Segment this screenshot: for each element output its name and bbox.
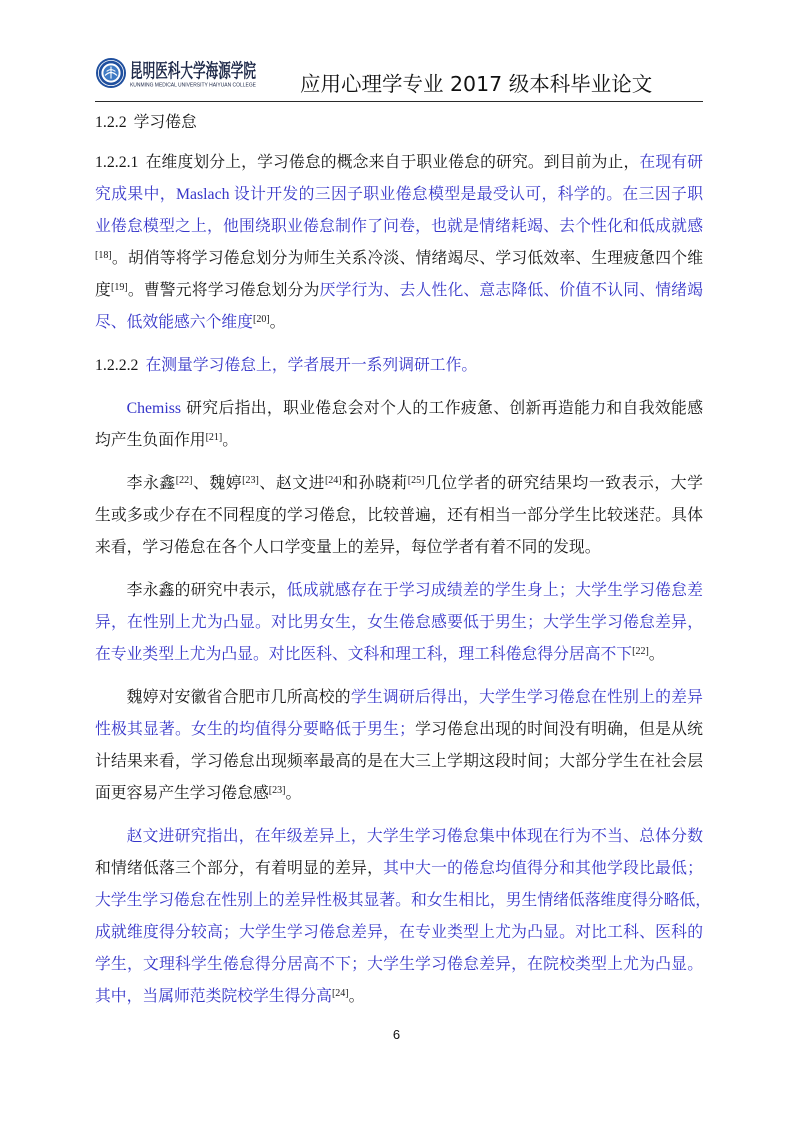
text-line <box>95 981 703 1013</box>
text-line <box>95 500 703 532</box>
text-line <box>95 575 703 607</box>
highlighted-text: 成就维度得分较高；大学生学习倦怠差异，在专业类型上尤为凸显。对比工科、医科的 <box>95 924 703 941</box>
body-text: 几位学者的研究结果均一致表示，大学 <box>424 475 703 492</box>
document-body <box>95 107 712 1013</box>
text-line <box>95 778 703 810</box>
highlighted-text: 低成就感存在于学习成绩差的学生身上；大学生学习倦怠差 <box>286 582 703 599</box>
text-line <box>95 468 703 500</box>
paragraph-wei-ting <box>95 682 703 810</box>
subsection-number: 1.2.2.1 <box>95 154 139 171</box>
text-line <box>95 714 703 746</box>
text-line <box>95 607 703 639</box>
citation-ref: [23] <box>268 785 286 796</box>
citation-ref: [24] <box>331 988 349 999</box>
college-logo <box>93 54 321 90</box>
citation-ref: [18] <box>95 250 112 261</box>
text-line <box>95 853 703 885</box>
section-title: 学习倦怠 <box>133 114 197 131</box>
body-text: 。 <box>348 988 365 1005</box>
citation-ref: [24] <box>324 475 342 486</box>
text-line <box>95 147 703 179</box>
paragraph-zhao-wenjin <box>95 821 712 1013</box>
highlighted-text: 学生调研后得出，大学生学习倦怠在性别上的差异 <box>350 689 703 706</box>
text-line <box>95 275 703 307</box>
body-text: 在维度划分上，学习倦怠的概念来自于职业倦怠的研究。到目前为止， <box>145 154 640 171</box>
text-line <box>95 350 703 382</box>
highlighted-text: 在专业类型上尤为凸显。对比医科、文科和理工科，理工科倦怠得分居高不下 <box>95 646 633 663</box>
header-rule <box>95 101 703 102</box>
paragraph-li-yongxin <box>95 575 703 671</box>
body-text: 研究后指出，职业倦怠会对个人的工作疲惫、创新再造能力和自我效能感 <box>185 400 703 417</box>
highlighted-text: 在现有研 <box>639 154 703 171</box>
citation-ref: [20] <box>252 314 270 325</box>
body-text: 。胡俏等将学习倦怠划分为师生关系冷淡、情绪竭尽、学习低效率、生理疲惫四个维 <box>111 250 703 267</box>
highlighted-text: 究成果中，Maslach 设计开发的三因子职业倦怠模型是最受认可，科学的。在三因子职 <box>95 186 703 203</box>
highlighted-text: 赵文进研究指出，在年级差异上，大学生学习倦怠集中体现在行为不当、总体分数 <box>126 828 703 845</box>
paragraph-1-2-2-1 <box>95 147 703 339</box>
body-text: 李永鑫 <box>126 475 176 492</box>
text-line <box>95 425 703 457</box>
highlighted-text: 其中，当属师范类院校学生得分高 <box>95 988 332 1005</box>
highlighted-text: 尽、低效能感六个维度 <box>95 314 253 331</box>
body-text: 。曹警元将学习倦怠划分为 <box>127 282 320 299</box>
paragraph-1-2-2-2 <box>95 350 703 382</box>
thesis-header-title: 应用心理学专业 2017 级本科毕业论文 <box>300 72 653 96</box>
citation-ref: [19] <box>110 282 128 293</box>
body-text: 、赵文进 <box>258 475 325 492</box>
body-text: 和情绪低落三个部分，有着明显的差异， <box>95 860 384 877</box>
logo-name-en: KUNMING MEDICAL UNIVERSITY HAIYUAN COLLEGE <box>130 82 257 89</box>
highlighted-text: 异，在性别上尤为凸显。对比男女生，女生倦怠感要低于男生；大学生学习倦怠差异， <box>95 614 703 631</box>
body-text: 。 <box>269 314 286 331</box>
page-number: 6 <box>392 1027 401 1042</box>
highlighted-text: 大学生学习倦怠在性别上的差异性极其显著。和女生相比，男生情绪低落维度得分略低， <box>95 892 712 909</box>
text-line <box>95 682 703 714</box>
body-text: 。 <box>285 785 302 802</box>
body-text: 生或多或少存在不同程度的学习倦怠，比较普遍，还有相当一部分学生比较迷茫。具体 <box>95 507 703 524</box>
body-text: 。 <box>648 646 665 663</box>
body-text: 学习倦怠出现的时间没有明确，但是从统 <box>414 721 703 738</box>
body-text: 李永鑫的研究中表示， <box>126 582 287 599</box>
body-text: 魏婷对安徽省合肥市几所高校的 <box>126 689 351 706</box>
highlighted-text: 厌学行为、去人性化、意志降低、价值不认同、情绪竭 <box>319 282 703 299</box>
body-text: 均产生负面作用 <box>95 432 206 449</box>
body-text: 面更容易产生学习倦怠感 <box>95 785 269 802</box>
highlighted-text: 学生，文理科学生倦怠得分居高不下；大学生学习倦怠差异，在院校类型上尤为凸显。 <box>95 956 703 973</box>
highlighted-text: 在测量学习倦怠上，学者展开一系列调研工作。 <box>145 357 478 374</box>
body-text: 来看，学习倦怠在各个人口学变量上的差异，每位学者有着不同的发现。 <box>95 539 601 556</box>
body-text: 计结果来看，学习倦怠出现频率最高的是在大三上学期这段时间；大部分学生在社会层 <box>95 753 703 770</box>
citation-ref: [23] <box>242 475 259 486</box>
body-text: 和孙晓莉 <box>341 475 408 492</box>
section-heading <box>95 107 703 139</box>
text-line <box>95 949 703 981</box>
highlighted-text: 业倦怠模型之上，他围绕职业倦怠制作了问卷，也就是情绪耗竭、去个性化和低成就感 <box>95 218 703 235</box>
citation-ref: [22] <box>175 475 193 486</box>
subsection-number: 1.2.2.2 <box>95 357 139 374</box>
text-line <box>95 211 703 243</box>
highlighted-text: Chemiss <box>126 400 182 417</box>
citation-ref: [25] <box>407 475 425 486</box>
paragraph-scholars <box>95 468 703 564</box>
body-text: 、魏婷 <box>192 475 243 492</box>
text-line <box>95 393 703 425</box>
text-line <box>95 639 703 671</box>
paragraph-chemiss <box>95 393 703 457</box>
logo-name-cn: 昆明医科大学海源学院 <box>130 60 321 82</box>
text-line <box>95 821 703 853</box>
highlighted-text: 性极其显著。女生的均值得分要略低于男生； <box>95 721 415 738</box>
text-line <box>95 243 703 275</box>
section-number: 1.2.2 <box>95 114 127 131</box>
text-line <box>95 885 712 917</box>
college-emblem-icon <box>96 58 126 88</box>
body-text: 。 <box>222 432 239 449</box>
citation-ref: [22] <box>632 646 649 657</box>
body-text: 度 <box>95 282 111 299</box>
citation-ref: [21] <box>205 432 223 443</box>
text-line <box>95 307 703 339</box>
text-line <box>95 532 703 564</box>
text-line <box>95 179 703 211</box>
text-line <box>95 746 703 778</box>
highlighted-text: 其中大一的倦怠均值得分和其他学段比最低； <box>383 860 703 877</box>
text-line <box>95 917 703 949</box>
